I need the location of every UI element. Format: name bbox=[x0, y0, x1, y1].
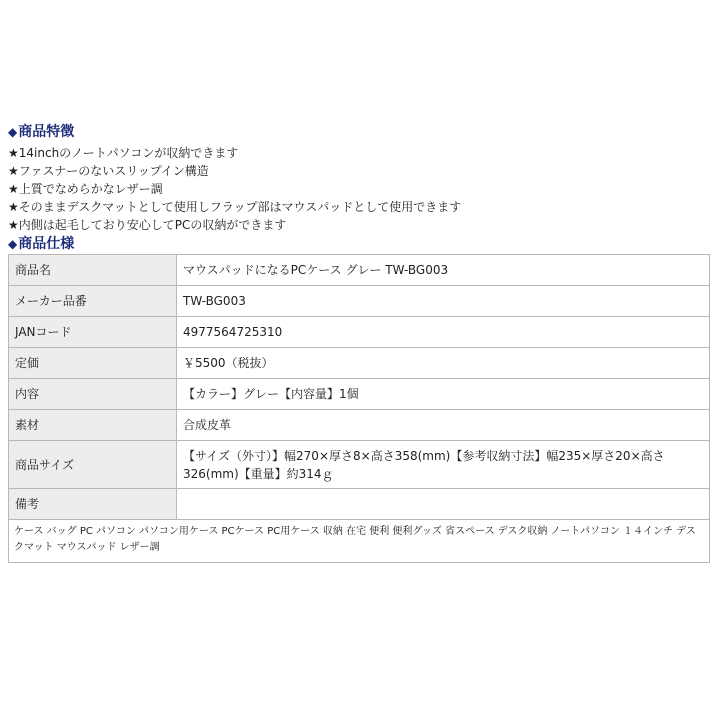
spec-label: メーカー品番 bbox=[9, 286, 177, 317]
keywords-cell: ケース バッグ PC パソコン パソコン用ケース PCケース PC用ケース 収納 在宅 便利 便利グッズ 省スペース デスク収納 ノートパソコン １４インチ デスクマット マウスパッド レザー調 bbox=[9, 520, 710, 563]
feature-list bbox=[8, 144, 710, 234]
table-row bbox=[9, 348, 710, 379]
table-row bbox=[9, 410, 710, 441]
feature-item: ★ファスナーのないスリップイン構造 bbox=[8, 164, 209, 178]
spec-label: JANコード bbox=[9, 317, 177, 348]
table-row bbox=[9, 379, 710, 410]
table-row bbox=[9, 286, 710, 317]
spec-value: TW-BG003 bbox=[177, 286, 710, 317]
specs-heading bbox=[8, 234, 710, 254]
spec-label: 商品名 bbox=[9, 255, 177, 286]
spec-value bbox=[177, 489, 710, 520]
product-description bbox=[8, 118, 710, 563]
feature-item: ★そのままデスクマットとして使用しフラップ部はマウスパッドとして使用できます bbox=[8, 200, 462, 214]
spec-value: 【サイズ（外寸）】幅270×厚さ8×高さ358(mm)【参考収納寸法】幅235×厚さ20×高さ326(mm)【重量】約314ｇ bbox=[177, 441, 710, 489]
spec-value: 【カラー】グレー【内容量】1個 bbox=[177, 379, 710, 410]
feature-item: ★内側は起毛しており安心してPCの収納ができます bbox=[8, 218, 287, 232]
spec-value: マウスパッドになるPCケース グレー TW-BG003 bbox=[177, 255, 710, 286]
features-heading bbox=[8, 122, 710, 142]
spec-label: 商品サイズ bbox=[9, 441, 177, 489]
diamond-icon: ◆ bbox=[8, 125, 18, 139]
table-row bbox=[9, 255, 710, 286]
spec-value: 4977564725310 bbox=[177, 317, 710, 348]
diamond-icon: ◆ bbox=[8, 237, 18, 251]
feature-item: ★14inchのノートパソコンが収納できます bbox=[8, 146, 239, 160]
keywords-row bbox=[9, 520, 710, 563]
spec-value: 合成皮革 bbox=[177, 410, 710, 441]
table-row bbox=[9, 441, 710, 489]
spec-label: 素材 bbox=[9, 410, 177, 441]
spec-label: 内容 bbox=[9, 379, 177, 410]
table-row bbox=[9, 317, 710, 348]
specs-heading-text: 商品仕様 bbox=[18, 236, 75, 252]
table-row bbox=[9, 489, 710, 520]
spec-table bbox=[8, 254, 710, 563]
feature-item: ★上質でなめらかなレザー調 bbox=[8, 182, 163, 196]
spec-label: 定価 bbox=[9, 348, 177, 379]
spec-label: 備考 bbox=[9, 489, 177, 520]
features-heading-text: 商品特徴 bbox=[18, 124, 75, 140]
spec-value: ￥5500（税抜） bbox=[177, 348, 710, 379]
